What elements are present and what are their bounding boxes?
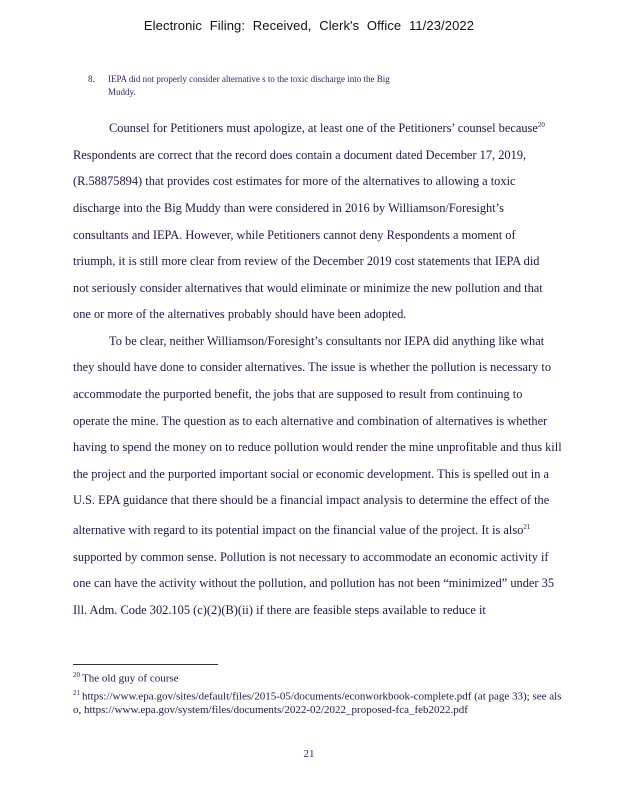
footnote-ref-21[interactable]: 21 bbox=[523, 523, 531, 532]
footnote-21-marker: 21 bbox=[73, 688, 80, 697]
body-line: accommodate the purported benefit, the jobs that are supposed to result from continuing to bbox=[73, 387, 523, 402]
body-line bbox=[73, 514, 593, 544]
body-line-text: alternative with regard to its potential impact on the financial value of the project. It is also bbox=[73, 523, 524, 538]
body-line: To be clear, neither Williamson/Foresight’s consultants nor IEPA did anything like what bbox=[109, 333, 545, 348]
footnotes bbox=[73, 668, 563, 717]
filing-stamp-header: Electronic Filing: Received, Clerk's Office 11/23/2022 bbox=[143, 18, 475, 33]
body-text bbox=[73, 112, 593, 624]
body-line: one can have the activity without the pollution, and pollution has not been “minimized” under 35 bbox=[73, 576, 555, 591]
body-line: Respondents are correct that the record does contain a document dated December 17, 2019, bbox=[73, 147, 527, 162]
body-line: supported by common sense. Pollution is not necessary to accommodate an economic activity if bbox=[73, 549, 549, 564]
body-line: they should have done to consider alternatives. The issue is whether the pollution is necessary to bbox=[73, 360, 552, 375]
body-line: having to spend the money on to reduce pollution would render the mine unprofitable and thus kill bbox=[73, 440, 562, 455]
footnote-divider bbox=[73, 664, 218, 665]
body-line: consultants and IEPA. However, while Petitioners cannot deny Respondents a moment of bbox=[73, 227, 516, 242]
page-number: 21 bbox=[303, 748, 315, 760]
body-line: not seriously consider alternatives that would eliminate or minimize the new pollution and that bbox=[73, 280, 543, 295]
body-line-text: Counsel for Petitioners must apologize, at least one of the Petitioners’ counsel because bbox=[109, 121, 538, 136]
body-line bbox=[73, 112, 593, 142]
body-line: (R.58875894) that provides cost estimates for more of the alternatives to allowing a toxic bbox=[73, 174, 516, 189]
body-line: Ill. Adm. Code 302.105 (c)(2)(B)(ii) if there are feasible steps available to reduce it bbox=[73, 602, 486, 617]
section-heading-text: IEPA did not properly consider alternative s to the toxic discharge into the Big bbox=[108, 74, 390, 84]
footnote-20 bbox=[73, 668, 563, 686]
body-line: operate the mine. The question as to each alternative and combination of alternatives is whether bbox=[73, 413, 548, 428]
body-line: discharge into the Big Muddy than were considered in 2016 by Williamson/Foresight’s bbox=[73, 200, 504, 215]
section-heading-line-2: Muddy. bbox=[108, 87, 136, 97]
body-line: the project and the purported important social or economic development. This is spelled out in a bbox=[73, 466, 549, 481]
section-heading bbox=[88, 73, 558, 99]
section-heading-line-1 bbox=[88, 73, 558, 86]
footnote-20-text: The old guy of course bbox=[82, 672, 179, 685]
footnote-ref-20[interactable]: 20 bbox=[537, 121, 545, 129]
body-line: U.S. EPA guidance that there should be a financial impact analysis to determine the effect of the bbox=[73, 493, 550, 508]
footnote-20-marker: 20 bbox=[73, 671, 80, 679]
body-line: one or more of the alternatives probably should have been adopted. bbox=[73, 307, 407, 322]
section-number: 8. bbox=[88, 74, 95, 84]
footnote-21-text[interactable]: https://www.epa.gov/sites/default/files/2015-05/documents/econworkbook-complete.pdf (at page 33); see also, https://www.epa.gov/system/files/documents/2022-02/2022_proposed-fca_feb2022.pdf bbox=[73, 690, 562, 717]
footnote-21 bbox=[73, 686, 563, 718]
body-line: triumph, it is still more clear from review of the December 2019 cost statements that IEPA did bbox=[73, 254, 540, 269]
